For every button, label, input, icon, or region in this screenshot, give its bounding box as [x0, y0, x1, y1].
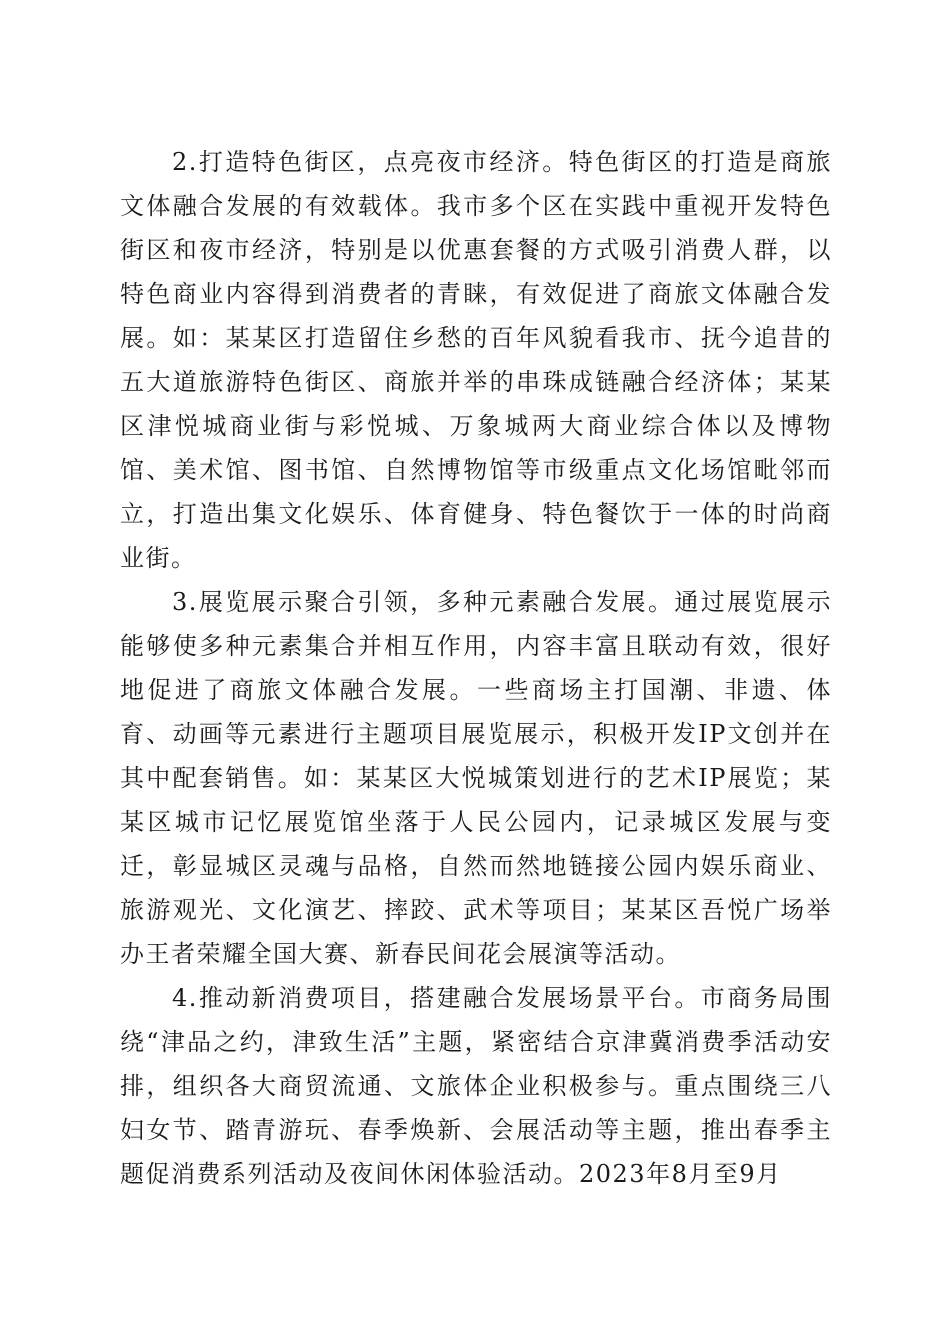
paragraph-2-special-streets: 2.打造特色街区，点亮夜市经济。特色街区的打造是商旅文体融合发展的有效载体。我市多个区在实践中重视开发特色街区和夜市经济，特别是以优惠套餐的方式吸引消费人群，以特色商业内容得到消费者的青睐，有效促进了商旅文体融合发展。如：某某区打造留住乡愁的百年风貌看我市、抚今追昔的五大道旅游特色街区、商旅并举的串珠成链融合经济体；某某区津悦城商业街与彩悦城、万象城两大商业综合体以及博物馆、美术馆、图书馆、自然博物馆等市级重点文化场馆毗邻而立，打造出集文化娱乐、体育健身、特色餐饮于一体的时尚商业街。 [120, 148, 832, 572]
paragraph-4-new-consumption: 4.推动新消费项目，搭建融合发展场景平台。市商务局围绕“津品之约，津致生活”主题，紧密结合京津冀消费季活动安排，组织各大商贸流通、文旅体企业积极参与。重点围绕三八妇女节、踏青游玩、春季焕新、会展活动等主题，推出春季主题促消费系列活动及夜间休闲体验活动。2023年8月至9月 [120, 984, 832, 1188]
paragraph-3-exhibitions: 3.展览展示聚合引领，多种元素融合发展。通过展览展示能够使多种元素集合并相互作用，内容丰富且联动有效，很好地促进了商旅文体融合发展。一些商场主打国潮、非遗、体育、动画等元素进行主题项目展览展示，积极开发IP文创并在其中配套销售。如：某某区大悦城策划进行的艺术IP展览；某某区城市记忆展览馆坐落于人民公园内，记录城区发展与变迁，彰显城区灵魂与品格，自然而然地链接公园内娱乐商业、旅游观光、文化演艺、摔跤、武术等项目；某某区吾悦广场举办王者荣耀全国大赛、新春民间花会展演等活动。 [120, 588, 832, 968]
document-body [120, 140, 832, 1196]
